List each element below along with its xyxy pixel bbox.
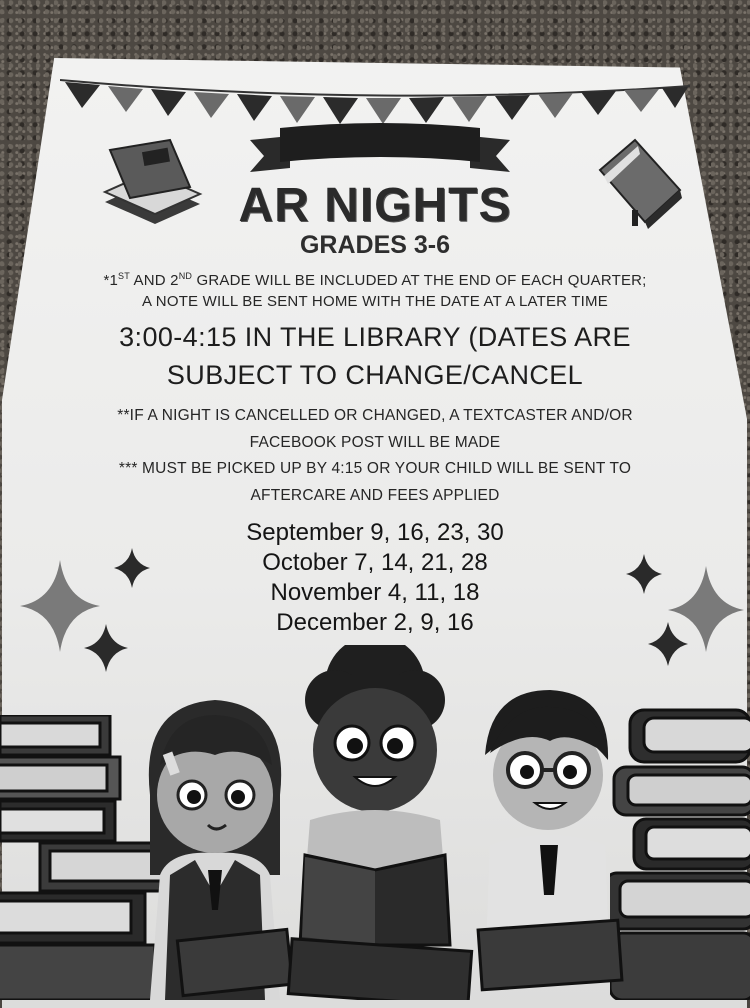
note1-part-a: *1 [103, 272, 119, 289]
girl-reading [149, 700, 293, 1000]
note3-line1: *** MUST BE PICKED UP BY 4:15 OR YOUR CHILD WILL BE SENT TO [118, 460, 632, 477]
book-stack-icon [610, 705, 750, 1000]
boy-reading-center [288, 645, 471, 1000]
time-location [0, 318, 750, 394]
boy-with-glasses [478, 690, 622, 990]
first-second-grade-note [0, 266, 750, 312]
date-line-october: October 7, 14, 21, 28 [262, 549, 488, 576]
note1-sup-nd: ND [178, 271, 193, 281]
note1-part-b: AND 2 [129, 272, 179, 289]
date-line-september: September 9, 16, 23, 30 [246, 519, 504, 546]
banner-icon [250, 118, 510, 178]
date-line-december: December 2, 9, 16 [276, 609, 474, 636]
time-line1: 3:00-4:15 IN THE LIBRARY (DATES ARE [119, 322, 631, 352]
note2-line1: **IF A NIGHT IS CANCELLED OR CHANGED, A TEXTCASTER AND/OR [117, 407, 633, 424]
pickup-note [0, 455, 750, 509]
flyer-title: AR NIGHTS [238, 179, 512, 232]
date-line-november: November 4, 11, 18 [270, 579, 480, 606]
note1-part-c: GRADE WILL BE INCLUDED AT THE END OF EACH QUARTER; [192, 272, 647, 289]
note3-line2: AFTERCARE AND FEES APPLIED [250, 487, 500, 504]
grades-subtitle: GRADES 3-6 [299, 231, 451, 259]
children-reading-illustration [130, 645, 630, 1000]
note1-line2: A NOTE WILL BE SENT HOME WITH THE DATE AT A LATER TIME [142, 293, 608, 310]
note1-line1 [0, 266, 750, 291]
note1-sup-st: ST [118, 271, 130, 281]
note2-line2: FACEBOOK POST WILL BE MADE [249, 434, 501, 451]
cancellation-note [0, 402, 750, 456]
time-line2: SUBJECT TO CHANGE/CANCEL [166, 360, 584, 390]
